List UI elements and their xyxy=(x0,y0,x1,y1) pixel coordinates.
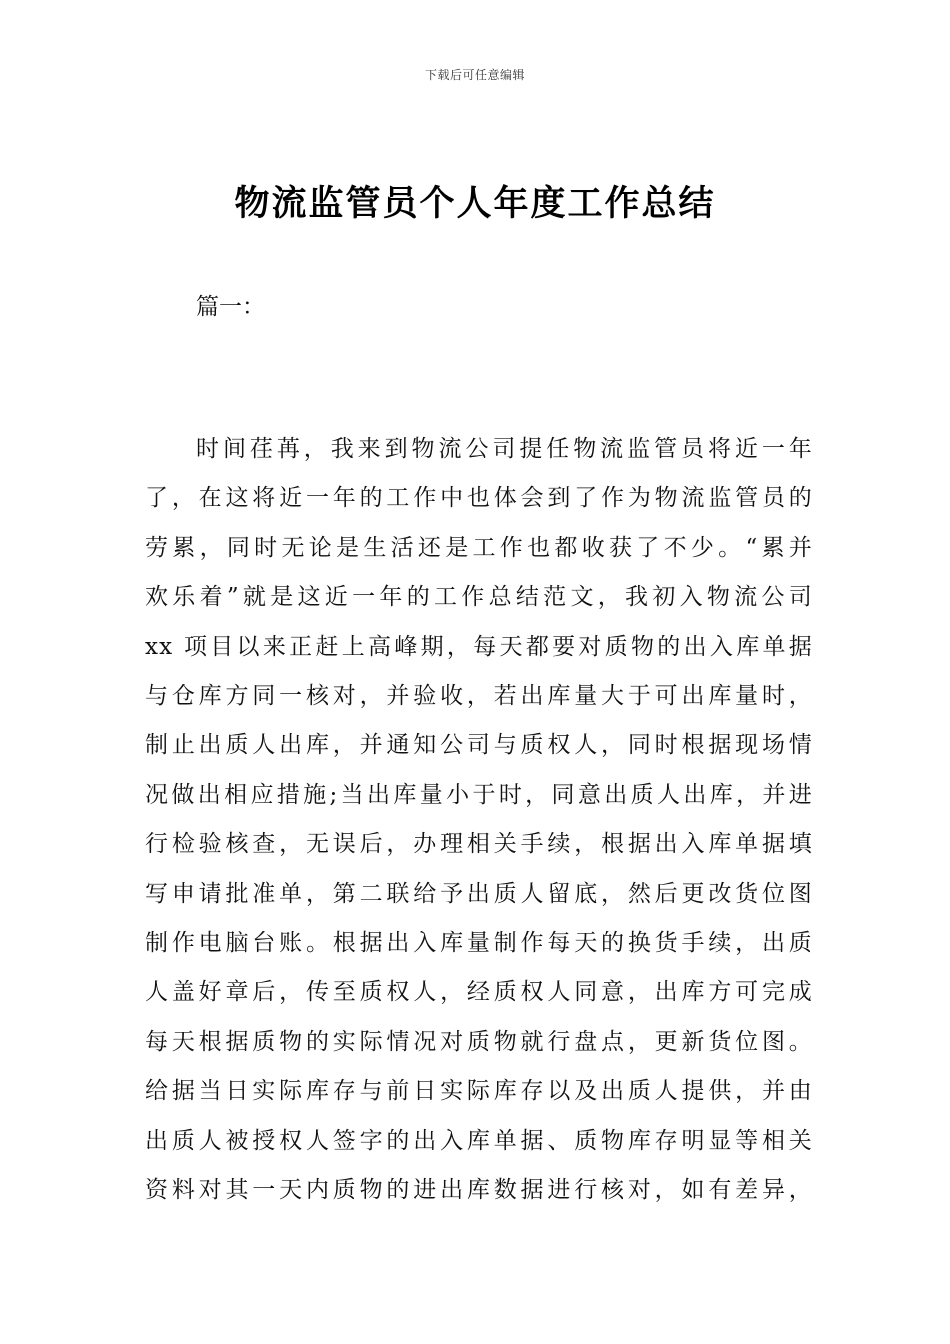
body-line: 资料对其一天内质物的进出库数据进行核对，如有差异， xyxy=(145,1177,813,1204)
body-line: 每天根据质物的实际情况对质物就行盘点，更新货位图。 xyxy=(145,1028,813,1055)
header-note: 下载后可任意编辑 xyxy=(424,68,525,82)
body-line: 欢乐着”就是这近一年的工作总结范文，我初入物流公司 xyxy=(145,584,813,611)
body-line: 况做出相应措施;当出库量小于时，同意出质人出库，并进 xyxy=(145,781,813,808)
body-line: xx 项目以来正赶上高峰期，每天都要对质物的出入库单据 xyxy=(145,633,813,660)
body-line: 制作电脑台账。根据出入库量制作每天的换货手续，出质 xyxy=(145,930,813,957)
body-line: 时间荏苒，我来到物流公司提任物流监管员将近一年 xyxy=(196,436,813,462)
body-line: 制止出质人出库，并通知公司与质权人，同时根据现场情 xyxy=(145,732,813,759)
section-heading: 篇一： xyxy=(196,294,265,320)
body-line: 行检验核查，无误后，办理相关手续，根据出入库单据填 xyxy=(145,831,813,858)
body-line: 人盖好章后，传至质权人，经质权人同意，出库方可完成 xyxy=(145,979,813,1006)
body-line: 与仓库方同一核对，并验收，若出库量大于可出库量时， xyxy=(145,683,813,710)
body-line: 写申请批准单，第二联给予出质人留底，然后更改货位图 xyxy=(145,880,813,907)
body-line: 出质人被授权人签字的出入库单据、质物库存明显等相关 xyxy=(145,1127,813,1154)
body-paragraph xyxy=(145,425,813,1216)
document-title: 物流监管员个人年度工作总结 xyxy=(234,184,716,224)
body-line: 了，在这将近一年的工作中也体会到了作为物流监管员的 xyxy=(145,485,813,512)
body-line: 劳累，同时无论是生活还是工作也都收获了不少。“累并 xyxy=(145,534,813,561)
body-line: 给据当日实际库存与前日实际库存以及出质人提供，并由 xyxy=(145,1078,813,1105)
